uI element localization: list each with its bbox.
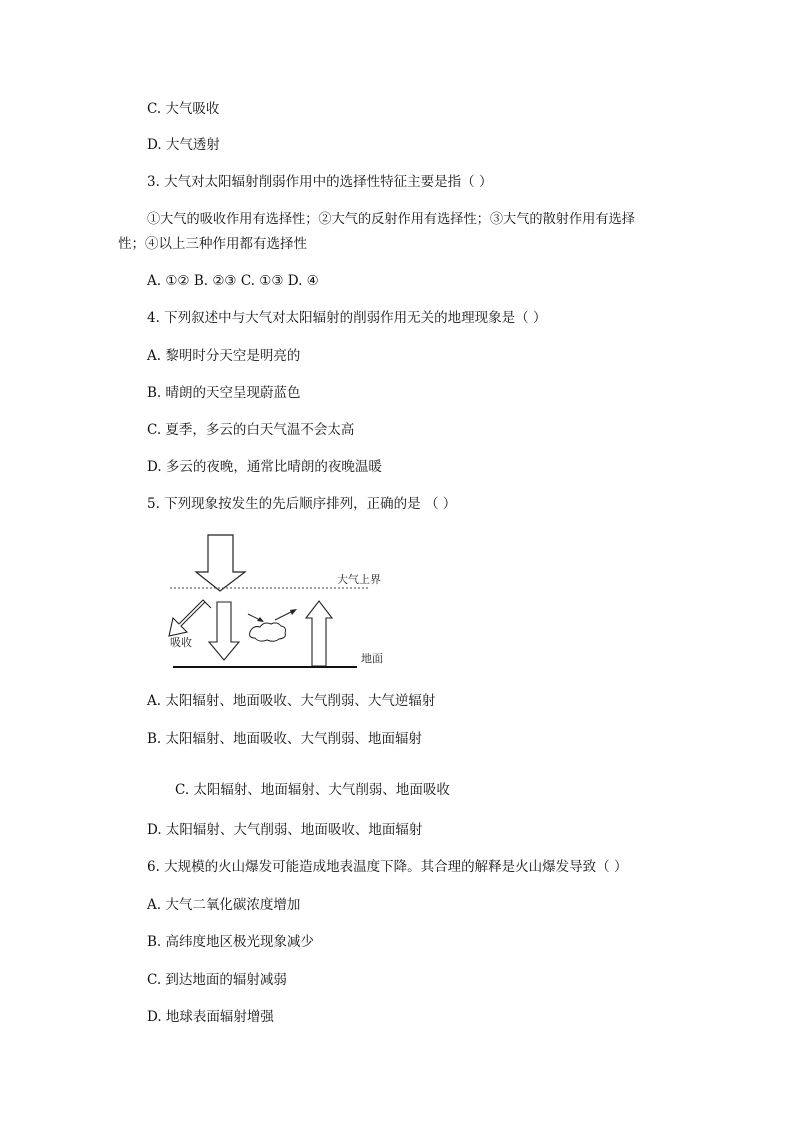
q4-option-a: A. 黎明时分天空是明亮的 (147, 348, 301, 364)
scatter-arrowhead-out (290, 609, 297, 615)
absorbed-radiation-arrow (169, 600, 211, 636)
q3-options: A. ①② B. ②③ C. ①③ D. ④ (147, 273, 319, 289)
label-ground: 地面 (361, 652, 383, 665)
ground-radiation-arrow (306, 601, 332, 666)
q4-option-d: D. 多云的夜晚，通常比晴朗的夜晚温暖 (147, 459, 382, 475)
q6-option-c: C. 到达地面的辐射减弱 (147, 972, 287, 988)
q5-option-c: C. 太阳辐射、地面辐射、大气削弱、地面吸收 (175, 782, 450, 798)
label-atmosphere-top: 大气上界 (337, 573, 381, 586)
cloud-icon (250, 623, 286, 641)
q2-option-d: D. 大气透射 (147, 137, 220, 153)
q3-items-line1: ①大气的吸收作用有选择性；②大气的反射作用有选择性；③大气的散射作用有选择 (147, 212, 635, 227)
atmosphere-radiation-diagram (165, 530, 395, 675)
q3-stem: 3. 大气对太阳辐射削弱作用中的选择性特征主要是指（ ） (147, 174, 493, 190)
q6-option-d: D. 地球表面辐射增强 (147, 1009, 274, 1025)
q5-option-a: A. 太阳辐射、地面吸收、大气削弱、大气逆辐射 (147, 693, 436, 709)
q4-option-c: C. 夏季，多云的白天气温不会太高 (147, 422, 355, 438)
q5-option-b: B. 太阳辐射、地面吸收、大气削弱、地面辐射 (147, 731, 423, 747)
q4-stem: 4. 下列叙述中与大气对太阳辐射的削弱作用无关的地理现象是（ ） (147, 310, 547, 326)
surface-reaching-arrow (209, 602, 239, 660)
q5-stem: 5. 下列现象按发生的先后顺序排列，正确的是 （ ） (147, 496, 457, 512)
solar-radiation-arrow (196, 535, 245, 591)
q3-items-line2: 性；④以上三种作用都有选择性 (118, 236, 307, 252)
q6-option-a: A. 大气二氧化碳浓度增加 (147, 897, 301, 913)
label-absorb: 吸收 (170, 636, 192, 649)
q6-option-b: B. 高纬度地区极光现象减少 (147, 934, 315, 950)
q2-option-c: C. 大气吸收 (147, 101, 220, 117)
q6-stem: 6. 大规模的火山爆发可能造成地表温度下降。其合理的解释是火山爆发导致（ ） (147, 859, 628, 875)
q4-option-b: B. 晴朗的天空呈现蔚蓝色 (147, 385, 301, 401)
q5-option-d: D. 太阳辐射、大气削弱、地面吸收、地面辐射 (147, 822, 423, 838)
